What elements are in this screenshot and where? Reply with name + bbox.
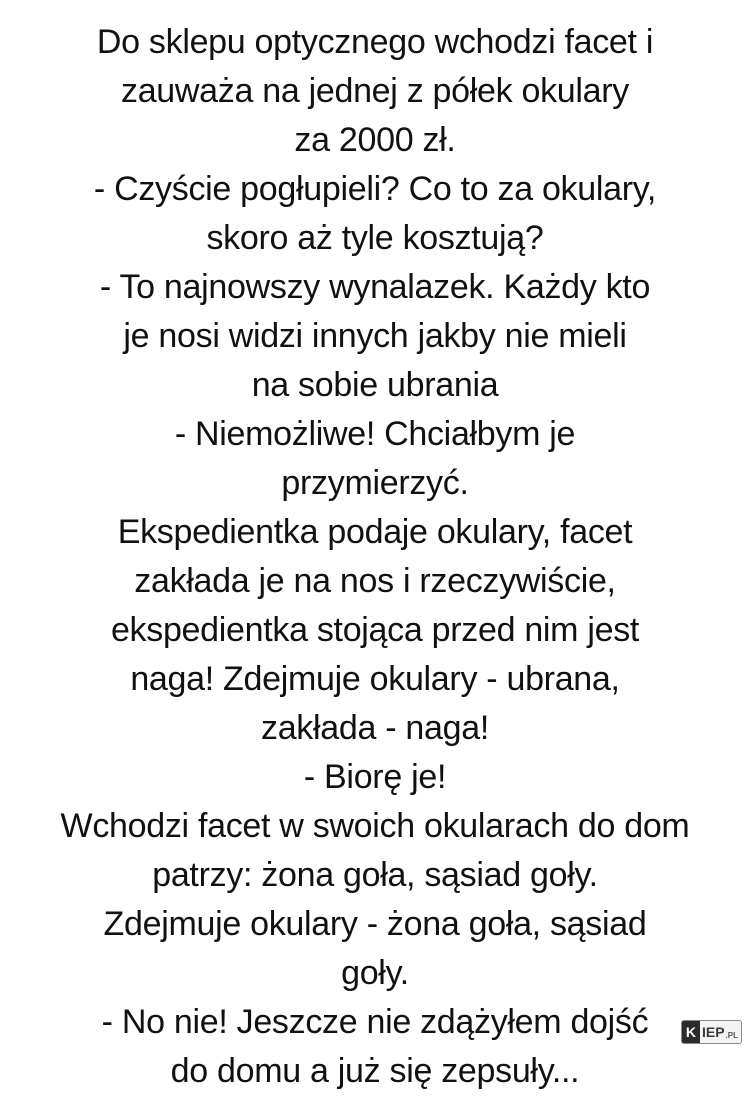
kiep-logo-watermark <box>681 1020 742 1044</box>
joke-line: przymierzyć. <box>281 464 469 502</box>
watermark-tld: .PL <box>725 1031 738 1040</box>
joke-line: skoro aż tyle kosztują? <box>206 219 544 257</box>
joke-line: goły. <box>341 954 409 992</box>
joke-text <box>0 18 750 1096</box>
joke-line: za 2000 zł. <box>294 121 456 159</box>
joke-line: zauważa na jednej z półek okulary <box>121 72 629 110</box>
joke-line: Ekspedientka podaje okulary, facet <box>117 513 633 551</box>
joke-line: do domu a już się zepsuły... <box>170 1052 580 1090</box>
joke-line: - To najnowszy wynalazek. Każdy kto <box>99 268 651 306</box>
joke-line: je nosi widzi innych jakby nie mieli <box>123 317 627 355</box>
joke-line: patrzy: żona goła, sąsiad goły. <box>152 856 598 894</box>
joke-line: zakłada je na nos i rzeczywiście, <box>134 562 616 600</box>
joke-line: zakłada - naga! <box>261 709 489 747</box>
joke-line: Do sklepu optycznego wchodzi facet i <box>96 23 654 61</box>
joke-line: - Biorę je! <box>303 758 447 796</box>
joke-line: Zdejmuje okulary - żona goła, sąsiad <box>103 905 647 943</box>
joke-line: Wchodzi facet w swoich okularach do dom <box>60 807 690 845</box>
watermark-text <box>700 1021 741 1043</box>
joke-line: ekspedientka stojąca przed nim jest <box>110 611 640 649</box>
joke-line: - Czyście pogłupieli? Co to za okulary, <box>93 170 657 208</box>
joke-line: na sobie ubrania <box>251 366 499 404</box>
joke-line: - Niemożliwe! Chciałbym je <box>174 415 576 453</box>
watermark-rest: IEP <box>701 1024 725 1040</box>
watermark-k: K <box>682 1021 700 1043</box>
joke-line: - No nie! Jeszcze nie zdążyłem dojść <box>101 1003 649 1041</box>
joke-line: naga! Zdejmuje okulary - ubrana, <box>130 660 620 698</box>
